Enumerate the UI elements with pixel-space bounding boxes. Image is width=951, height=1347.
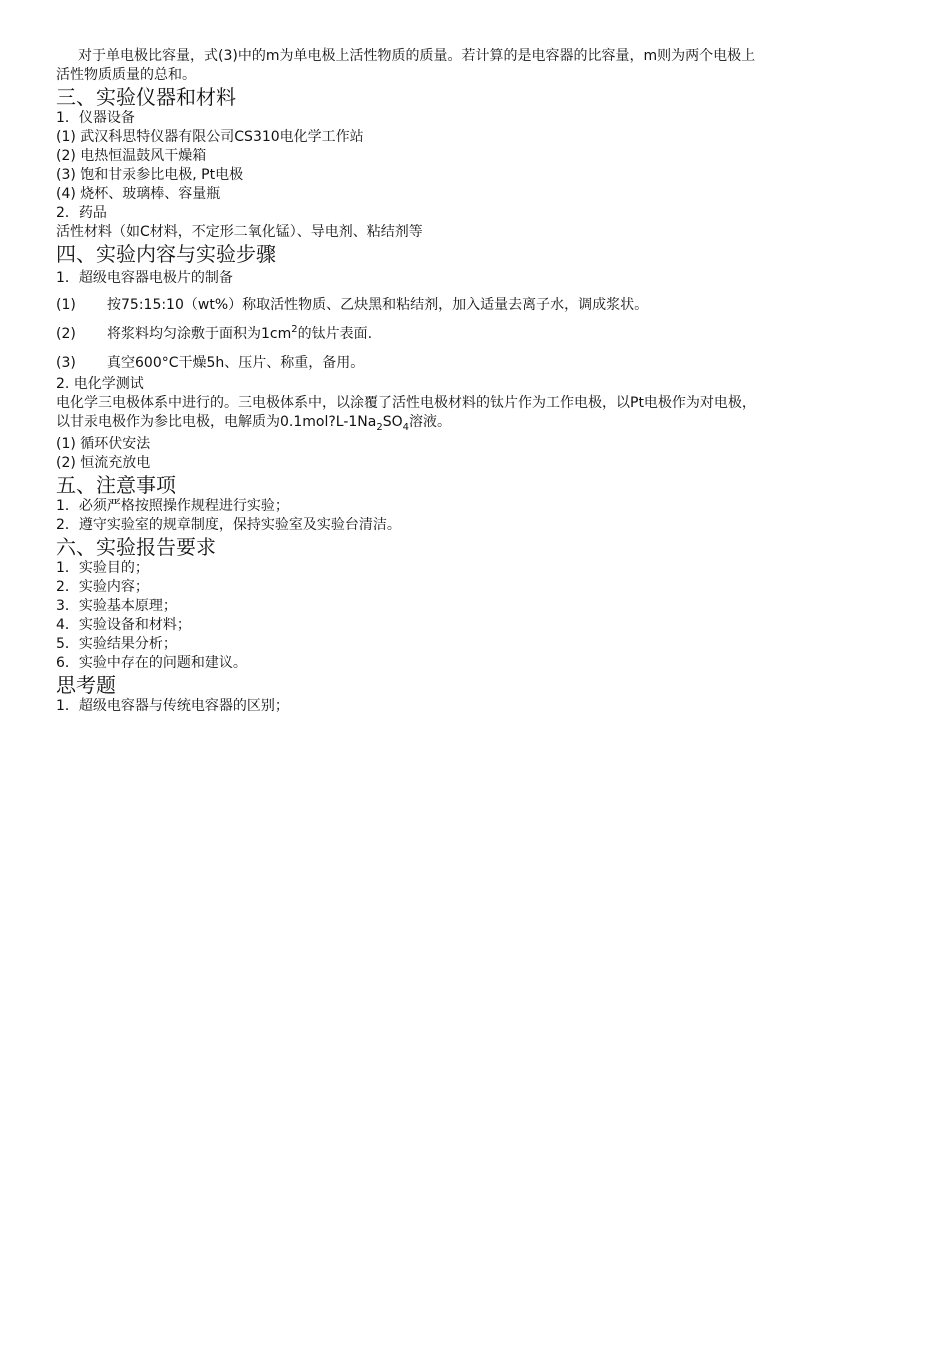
subscript: 4 bbox=[402, 422, 410, 433]
report-requirement-item: 6．实验中存在的问题和建议。 bbox=[56, 655, 247, 671]
procedure-step-3 bbox=[56, 354, 906, 373]
section-3-subheading-equipment: 1．仪器设备 bbox=[56, 110, 135, 126]
step-text: 真空600°C干燥5h、压片、称重，备用。 bbox=[107, 355, 365, 371]
report-requirement-item: 4．实验设备和材料； bbox=[56, 617, 191, 633]
step-text: 按75:15:10（wt%）称取活性物质、乙炔黑和粘结剂，加入适量去离子水，调成浆状。 bbox=[107, 297, 649, 313]
section-6-heading: 六、实验报告要求 bbox=[56, 535, 216, 559]
materials-line: 活性材料（如C材料，不定形二氧化锰）、导电剂、粘结剂等 bbox=[56, 224, 423, 240]
section-3-heading: 三、实验仪器和材料 bbox=[56, 85, 236, 109]
test-method: (1) 循环伏安法 bbox=[56, 436, 151, 452]
section-4-heading: 四、实验内容与实验步骤 bbox=[56, 242, 276, 266]
intro-line-1: 对于单电极比容量，式(3)中的m为单电极上活性物质的质量。若计算的是电容器的比容量，m则为两个电极上 bbox=[78, 48, 756, 64]
electrochem-description-line-2 bbox=[56, 413, 906, 432]
superscript: 2 bbox=[291, 324, 298, 335]
caution-item: 2．遵守实验室的规章制度，保持实验室及实验台清洁。 bbox=[56, 517, 401, 533]
text-run: SO bbox=[382, 414, 403, 430]
report-requirement-item: 1．实验目的； bbox=[56, 560, 149, 576]
step-number: (1) bbox=[56, 297, 76, 313]
step-number: (3) bbox=[56, 355, 76, 371]
intro-paragraph bbox=[56, 47, 906, 85]
step-number: (2) bbox=[56, 326, 76, 342]
report-requirement-item: 3．实验基本原理； bbox=[56, 598, 177, 614]
text-run: 以甘汞电极作为参比电极，电解质为0.1mol?L-1Na bbox=[56, 414, 377, 430]
equipment-item: (4) 烧杯、玻璃棒、容量瓶 bbox=[56, 186, 221, 202]
section-4-subheading-electrode: 1．超级电容器电极片的制备 bbox=[56, 270, 233, 286]
procedure-step-1 bbox=[56, 296, 906, 315]
caution-item: 1．必须严格按照操作规程进行实验； bbox=[56, 498, 289, 514]
section-4-subheading-electrochem: 2. 电化学测试 bbox=[56, 376, 144, 392]
step-text: 将浆料均匀涂敷于面积为1cm bbox=[107, 326, 292, 342]
equipment-item: (3) 饱和甘汞参比电极, Pt电极 bbox=[56, 167, 244, 183]
equipment-item: (1) 武汉科思特仪器有限公司CS310电化学工作站 bbox=[56, 129, 364, 145]
procedure-step-2 bbox=[56, 325, 906, 344]
electrochem-description-line-1: 电化学三电极体系中进行的。三电极体系中，以涂覆了活性电极材料的钛片作为工作电极，以Pt电极作为对电极， bbox=[56, 395, 756, 411]
section-5-heading: 五、注意事项 bbox=[56, 473, 176, 497]
report-requirement-item: 5．实验结果分析； bbox=[56, 636, 177, 652]
equipment-item: (2) 电热恒温鼓风干燥箱 bbox=[56, 148, 207, 164]
question-item: 1．超级电容器与传统电容器的区别； bbox=[56, 698, 289, 714]
step-text: 的钛片表面. bbox=[297, 326, 373, 342]
document-page bbox=[56, 47, 906, 716]
text-run: 溶液。 bbox=[409, 414, 452, 430]
report-requirement-item: 2．实验内容； bbox=[56, 579, 149, 595]
intro-line-2: 活性物质质量的总和。 bbox=[56, 67, 196, 83]
section-3-subheading-reagents: 2．药品 bbox=[56, 205, 107, 221]
subscript: 2 bbox=[376, 422, 383, 433]
test-method: (2) 恒流充放电 bbox=[56, 455, 151, 471]
questions-heading: 思考题 bbox=[56, 673, 116, 697]
